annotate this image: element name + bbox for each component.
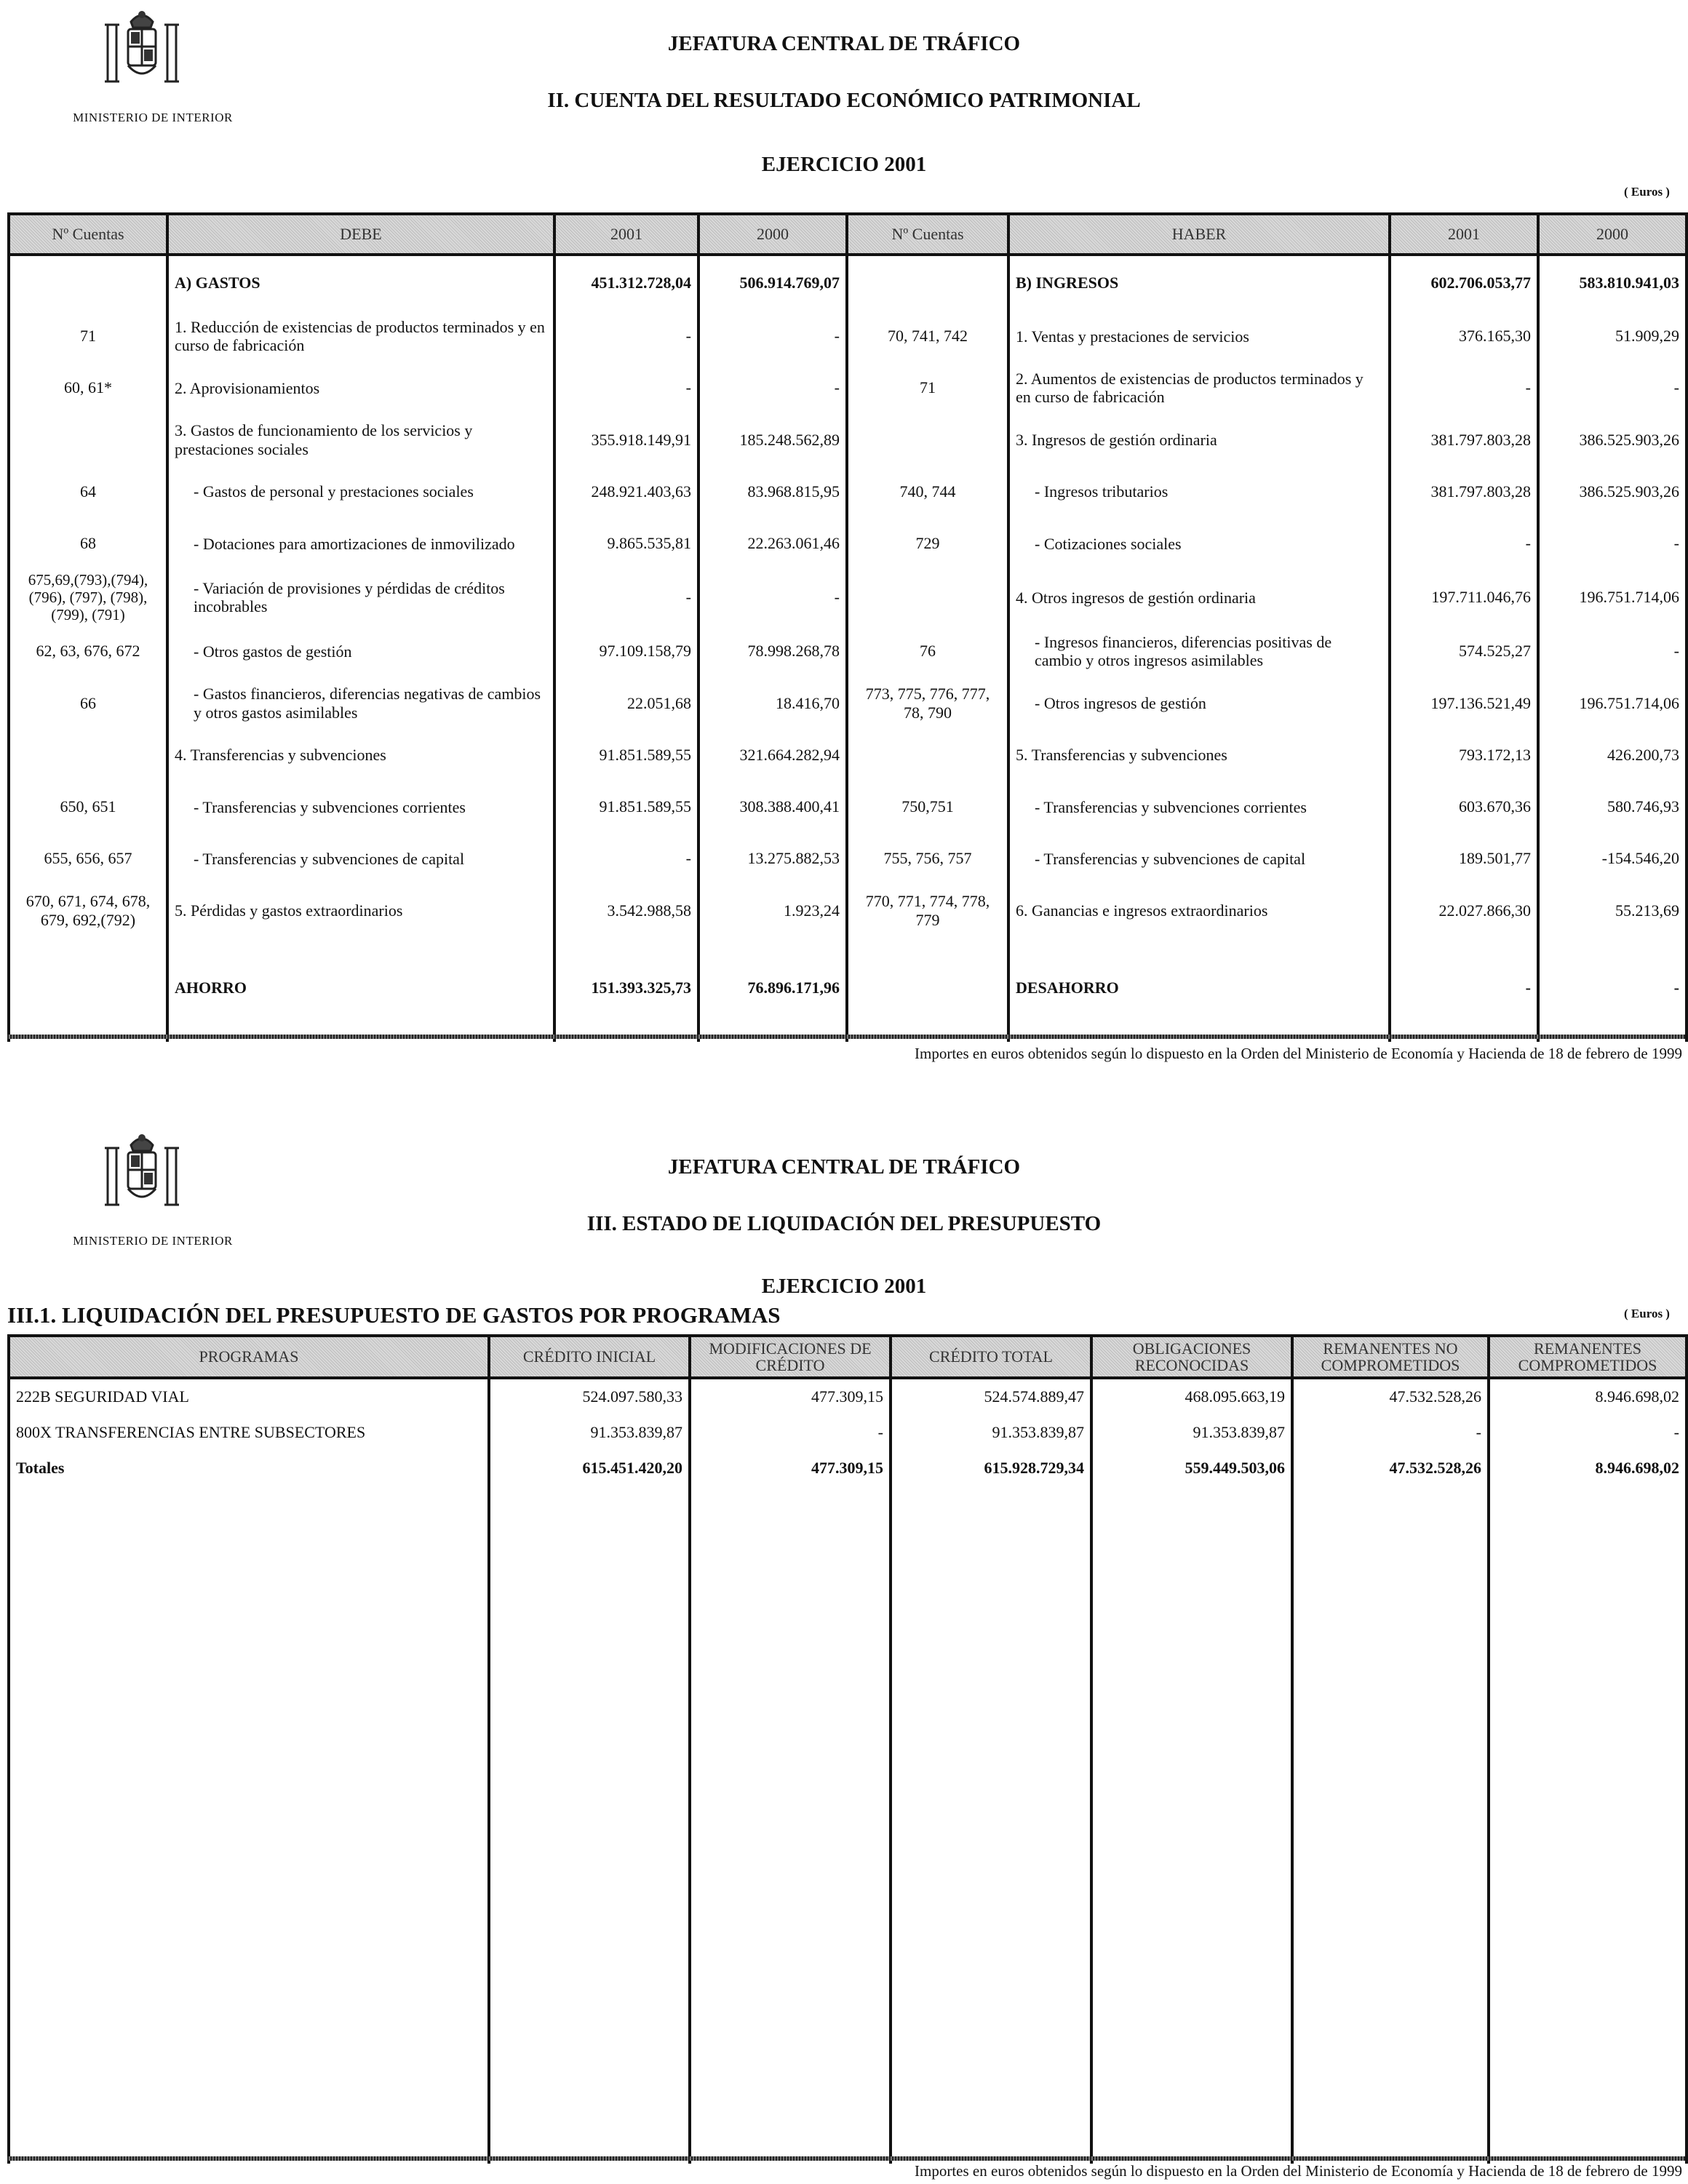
account-cell: 773, 775, 776, 777, 78, 790 [847,677,1008,729]
account-cell [847,936,1008,1042]
debe-label: - Variación de provisiones y pérdidas de créditos incobrables [167,570,554,626]
table-row [9,518,1687,570]
value-cell: 524.574.889,47 [891,1378,1091,1414]
exercise-label: EJERCICIO 2001 [761,1275,927,1298]
account-cell [847,729,1008,781]
table-filler-row [9,1486,1687,2164]
col-header-2000: 2000 [1538,214,1687,255]
value-cell: 477.309,15 [690,1378,891,1414]
value-cell: - [1489,1414,1687,1451]
value-cell: 151.393.325,73 [554,936,698,1042]
col-header-obligations: OBLIGACIONES RECONOCIDAS [1091,1336,1292,1378]
debe-label: 4. Transferencias y subvenciones [167,729,554,781]
budget-execution-table [7,1334,1688,2164]
value-cell: 321.664.282,94 [698,729,847,781]
value-cell: 91.851.589,55 [554,729,698,781]
table-bottom-rule [7,1035,1685,1039]
table-row-total [9,1451,1687,1486]
value-cell: 22.027.866,30 [1390,885,1538,936]
value-cell: 615.451.420,20 [489,1451,690,1486]
table-row [9,362,1687,414]
account-cell: 62, 63, 676, 672 [9,626,167,677]
col-header-programs: PROGRAMAS [9,1336,489,1378]
haber-label: 4. Otros ingresos de gestión ordinaria [1008,570,1390,626]
account-cell: 675,69,(793),(794), (796), (797), (798), (799), (791) [9,570,167,626]
value-cell: 793.172,13 [1390,729,1538,781]
value-cell: - [1538,362,1687,414]
value-cell: - [554,362,698,414]
haber-label: 3. Ingresos de gestión ordinaria [1008,414,1390,466]
value-cell: - [698,362,847,414]
value-cell: 51.909,29 [1538,311,1687,362]
value-cell: 603.670,36 [1390,781,1538,833]
value-cell: 355.918.149,91 [554,414,698,466]
currency-label: ( Euros ) [1624,185,1670,199]
table-row [9,677,1687,729]
value-cell: -154.546,20 [1538,833,1687,885]
table-row [9,833,1687,885]
debe-label: - Transferencias y subvenciones de capital [167,833,554,885]
table-header-row [9,214,1687,255]
value-cell: 574.525,27 [1390,626,1538,677]
debe-label: - Dotaciones para amortizaciones de inmovilizado [167,518,554,570]
table-row [9,626,1687,677]
agency-title: JEFATURA CENTRAL DE TRÁFICO [667,32,1021,55]
value-cell: 3.542.988,58 [554,885,698,936]
haber-label: - Cotizaciones sociales [1008,518,1390,570]
debe-label: 3. Gastos de funcionamiento de los servicios y prestaciones sociales [167,414,554,466]
value-cell: 559.449.503,06 [1091,1451,1292,1486]
debe-label: 1. Reducción de existencias de productos terminados y en curso de fabricación [167,311,554,362]
table-row [9,729,1687,781]
haber-label: 2. Aumentos de existencias de productos terminados y en curso de fabricación [1008,362,1390,414]
value-cell: 78.998.268,78 [698,626,847,677]
value-cell: 76.896.171,96 [698,936,847,1042]
col-header-committed: REMANENTES COMPROMETIDOS [1489,1336,1687,1378]
haber-label: 6. Ganancias e ingresos extraordinarios [1008,885,1390,936]
account-cell [847,570,1008,626]
account-cell [9,255,167,311]
value-cell: 189.501,77 [1390,833,1538,885]
value-cell: - [1538,936,1687,1042]
table-row [9,466,1687,517]
section-heading: III.1. LIQUIDACIÓN DEL PRESUPUESTO DE GASTOS POR PROGRAMAS [7,1302,781,1328]
program-label: 800X TRANSFERENCIAS ENTRE SUBSECTORES [9,1414,489,1451]
value-cell: 185.248.562,89 [698,414,847,466]
value-cell: 8.946.698,02 [1489,1451,1687,1486]
value-cell: 386.525.903,26 [1538,466,1687,517]
haber-label: - Otros ingresos de gestión [1008,677,1390,729]
ministry-label: MINISTERIO DE INTERIOR [73,111,233,124]
value-cell: - [554,311,698,362]
value-cell: 55.213,69 [1538,885,1687,936]
value-cell: 602.706.053,77 [1390,255,1538,311]
account-cell: 670, 671, 674, 678, 679, 692,(792) [9,885,167,936]
debe-label: 2. Aprovisionamientos [167,362,554,414]
account-cell: 755, 756, 757 [847,833,1008,885]
value-cell: 83.968.815,95 [698,466,847,517]
ministry-label: MINISTERIO DE INTERIOR [73,1234,233,1248]
col-header-debe: DEBE [167,214,554,255]
debe-label: - Gastos financieros, diferencias negativas de cambios y otros gastos asimilables [167,677,554,729]
account-cell: 650, 651 [9,781,167,833]
table-row [9,1414,1687,1451]
haber-label: 5. Transferencias y subvenciones [1008,729,1390,781]
table-row [9,255,1687,311]
value-cell: 381.797.803,28 [1390,414,1538,466]
haber-label: - Transferencias y subvenciones de capital [1008,833,1390,885]
col-header-accounts: Nº Cuentas [9,214,167,255]
value-cell: 18.416,70 [698,677,847,729]
value-cell: 196.751.714,06 [1538,570,1687,626]
col-header-modifications: MODIFICACIONES DE CRÉDITO [690,1336,891,1378]
value-cell: 583.810.941,03 [1538,255,1687,311]
value-cell: - [1390,362,1538,414]
value-cell: - [1292,1414,1489,1451]
value-cell: - [698,570,847,626]
col-header-initial-credit: CRÉDITO INICIAL [489,1336,690,1378]
dissavings-label: DESAHORRO [1008,936,1390,1042]
haber-label: - Transferencias y subvenciones corrientes [1008,781,1390,833]
account-cell: 750,751 [847,781,1008,833]
debe-label: - Gastos de personal y prestaciones sociales [167,466,554,517]
table-row [9,781,1687,833]
account-cell: 655, 656, 657 [9,833,167,885]
col-header-2001: 2001 [1390,214,1538,255]
haber-label: - Ingresos tributarios [1008,466,1390,517]
value-cell: - [698,311,847,362]
value-cell: 197.711.046,76 [1390,570,1538,626]
debe-label: A) GASTOS [167,255,554,311]
agency-title: JEFATURA CENTRAL DE TRÁFICO [667,1155,1021,1179]
footnote: Importes en euros obtenidos según lo dispuesto en la Orden del Ministerio de Economía y Hacienda de 18 de febrero de 1999 [915,1045,1682,1062]
account-cell: 740, 744 [847,466,1008,517]
value-cell: 468.095.663,19 [1091,1378,1292,1414]
value-cell: 8.946.698,02 [1489,1378,1687,1414]
value-cell: 22.263.061,46 [698,518,847,570]
table-row [9,570,1687,626]
value-cell: 615.928.729,34 [891,1451,1091,1486]
value-cell: 91.353.839,87 [1091,1414,1292,1451]
savings-label: AHORRO [167,936,554,1042]
value-cell: - [1390,518,1538,570]
value-cell: 197.136.521,49 [1390,677,1538,729]
value-cell: 91.851.589,55 [554,781,698,833]
account-cell: 64 [9,466,167,517]
value-cell: 580.746,93 [1538,781,1687,833]
value-cell: - [1390,936,1538,1042]
haber-label: - Ingresos financieros, diferencias positivas de cambio y otros ingresos asimilables [1008,626,1390,677]
haber-label: 1. Ventas y prestaciones de servicios [1008,311,1390,362]
debe-label: 5. Pérdidas y gastos extraordinarios [167,885,554,936]
program-label: 222B SEGURIDAD VIAL [9,1378,489,1414]
footnote: Importes en euros obtenidos según lo dispuesto en la Orden del Ministerio de Economía y Hacienda de 18 de febrero de 1999 [915,2162,1682,2180]
currency-label: ( Euros ) [1624,1307,1670,1320]
account-cell: 71 [847,362,1008,414]
income-statement-table [7,212,1688,1042]
value-cell: 308.388.400,41 [698,781,847,833]
exercise-label: EJERCICIO 2001 [761,153,927,176]
account-cell: 729 [847,518,1008,570]
value-cell: 386.525.903,26 [1538,414,1687,466]
account-cell: 70, 741, 742 [847,311,1008,362]
table-row [9,311,1687,362]
value-cell: 506.914.769,07 [698,255,847,311]
table-bottom-rule [7,2156,1685,2161]
value-cell: 376.165,30 [1390,311,1538,362]
value-cell: - [690,1414,891,1451]
account-cell [847,414,1008,466]
value-cell: 9.865.535,81 [554,518,698,570]
value-cell: 97.109.158,79 [554,626,698,677]
table-row [9,414,1687,466]
debe-label: - Transferencias y subvenciones corrientes [167,781,554,833]
value-cell: - [1538,626,1687,677]
account-cell: 71 [9,311,167,362]
haber-label: B) INGRESOS [1008,255,1390,311]
value-cell: 196.751.714,06 [1538,677,1687,729]
debe-label: - Otros gastos de gestión [167,626,554,677]
report-title: II. CUENTA DEL RESULTADO ECONÓMICO PATRIMONIAL [547,89,1141,112]
table-row-total [9,936,1687,1042]
col-header-total-credit: CRÉDITO TOTAL [891,1336,1091,1378]
value-cell: 91.353.839,87 [489,1414,690,1451]
value-cell: 381.797.803,28 [1390,466,1538,517]
account-cell: 76 [847,626,1008,677]
value-cell: - [1538,518,1687,570]
value-cell: - [554,833,698,885]
table-row [9,1378,1687,1414]
value-cell: 22.051,68 [554,677,698,729]
report-title: III. ESTADO DE LIQUIDACIÓN DEL PRESUPUESTO [586,1212,1102,1235]
col-header-2000: 2000 [698,214,847,255]
col-header-uncommitted: REMANENTES NO COMPROMETIDOS [1292,1336,1489,1378]
value-cell: 91.353.839,87 [891,1414,1091,1451]
totals-label: Totales [9,1451,489,1486]
value-cell: 524.097.580,33 [489,1378,690,1414]
table-header-row [9,1336,1687,1378]
value-cell: 248.921.403,63 [554,466,698,517]
value-cell: 426.200,73 [1538,729,1687,781]
value-cell: 477.309,15 [690,1451,891,1486]
account-cell [9,936,167,1042]
value-cell: 13.275.882,53 [698,833,847,885]
col-header-haber: HABER [1008,214,1390,255]
account-cell [9,729,167,781]
value-cell: 1.923,24 [698,885,847,936]
account-cell: 68 [9,518,167,570]
account-cell [9,414,167,466]
value-cell: 47.532.528,26 [1292,1378,1489,1414]
table-row [9,885,1687,936]
value-cell: 47.532.528,26 [1292,1451,1489,1486]
value-cell: - [554,570,698,626]
value-cell: 451.312.728,04 [554,255,698,311]
account-cell: 770, 771, 774, 778, 779 [847,885,1008,936]
account-cell [847,255,1008,311]
col-header-2001: 2001 [554,214,698,255]
account-cell: 60, 61* [9,362,167,414]
col-header-accounts: Nº Cuentas [847,214,1008,255]
account-cell: 66 [9,677,167,729]
